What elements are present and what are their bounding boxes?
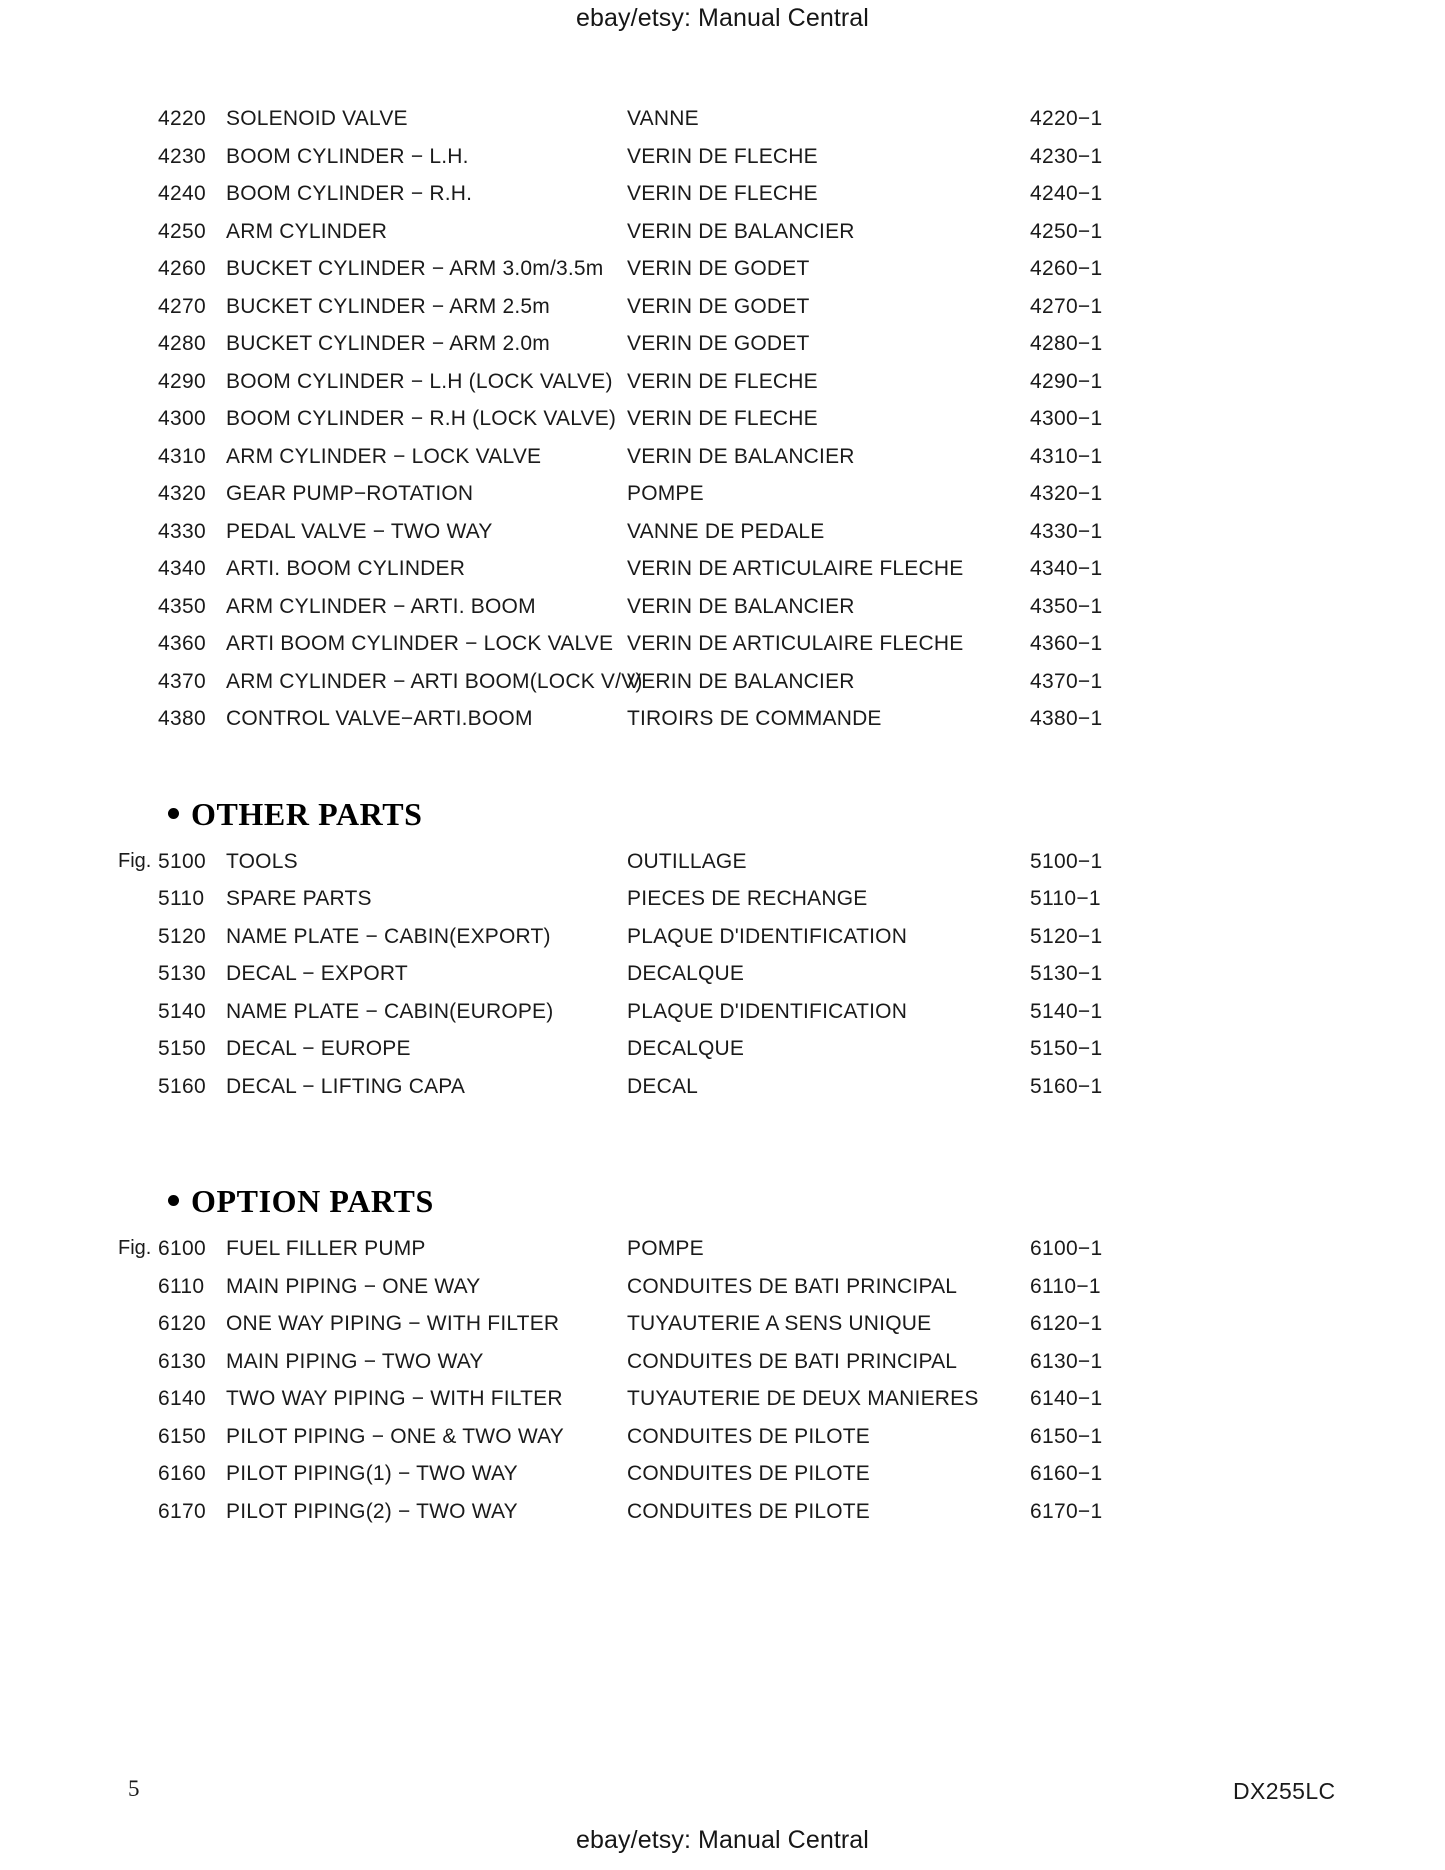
index-row[interactable] (150, 288, 1310, 326)
row-figure-prefix: Fig. (118, 1237, 152, 1259)
section-rows-group (118, 1230, 1310, 1530)
row-description-fr: VERIN DE BALANCIER (627, 594, 855, 618)
row-figure-number: 4220 (158, 107, 206, 130)
row-description-fr: CONDUITES DE PILOTE (627, 1424, 871, 1448)
row-figure-number: 4320 (158, 482, 206, 505)
row-description-fr: PIECES DE RECHANGE (627, 887, 868, 910)
index-row[interactable] (150, 100, 1310, 138)
index-row[interactable] (118, 1230, 1310, 1268)
row-description-en: NAME PLATE − CABIN(EXPORT) (226, 924, 551, 948)
row-description-en: SOLENOID VALVE (226, 107, 408, 130)
index-row[interactable] (150, 400, 1310, 438)
row-description-fr: POMPE (627, 482, 704, 505)
index-row[interactable] (150, 955, 1310, 993)
row-figure-number: 4240 (158, 182, 206, 205)
row-page-reference: 4370−1 (1030, 669, 1103, 693)
row-page-reference: 4300−1 (1030, 407, 1103, 430)
row-page-reference: 4220−1 (1030, 107, 1103, 130)
row-figure-number: 5110 (158, 887, 205, 910)
row-figure-number: 4250 (158, 219, 206, 243)
row-page-reference: 5130−1 (1030, 962, 1103, 985)
parts-index-content (118, 100, 1310, 1530)
row-description-fr: CONDUITES DE PILOTE (627, 1462, 871, 1485)
index-row[interactable] (150, 138, 1310, 176)
model-designation: DX255LC (1233, 1778, 1336, 1804)
row-page-reference: 6110−1 (1030, 1274, 1101, 1298)
row-page-reference: 6100−1 (1030, 1237, 1103, 1260)
row-description-en: ARTI BOOM CYLINDER − LOCK VALVE (226, 632, 614, 655)
row-description-fr: CONDUITES DE BATI PRINCIPAL (627, 1349, 958, 1373)
index-row[interactable] (150, 880, 1310, 918)
index-row[interactable] (150, 550, 1310, 588)
index-row[interactable] (150, 250, 1310, 288)
row-figure-number: 4370 (158, 669, 206, 693)
row-description-fr: CONDUITES DE BATI PRINCIPAL (627, 1274, 958, 1298)
page-number: 5 (128, 1776, 140, 1801)
row-page-reference: 4280−1 (1030, 332, 1103, 355)
row-description-en: MAIN PIPING − TWO WAY (226, 1349, 484, 1373)
row-page-reference: 4320−1 (1030, 482, 1103, 505)
row-description-en: PILOT PIPING − ONE & TWO WAY (226, 1424, 564, 1448)
row-description-en: DECAL − EUROPE (226, 1037, 411, 1060)
row-description-fr: VERIN DE ARTICULAIRE FLECHE (627, 632, 964, 655)
row-description-fr: VERIN DE FLECHE (627, 407, 818, 430)
row-figure-number: 6110 (158, 1274, 205, 1298)
section-heading-label: OTHER PARTS (191, 795, 423, 832)
row-description-fr: VERIN DE BALANCIER (627, 444, 855, 468)
index-row[interactable] (150, 663, 1310, 701)
row-description-fr: TUYAUTERIE A SENS UNIQUE (627, 1312, 932, 1335)
row-figure-number: 6150 (158, 1424, 206, 1448)
index-row[interactable] (150, 513, 1310, 551)
row-figure-number: 4280 (158, 332, 206, 355)
row-figure-number: 4350 (158, 594, 206, 618)
row-page-reference: 5150−1 (1030, 1037, 1103, 1060)
index-row[interactable] (150, 1268, 1310, 1306)
index-row[interactable] (150, 325, 1310, 363)
row-description-en: ARM CYLINDER − ARTI. BOOM (226, 594, 536, 618)
index-row[interactable] (150, 213, 1310, 251)
row-description-en: ARM CYLINDER − LOCK VALVE (226, 444, 542, 468)
row-description-en: BOOM CYLINDER − R.H (LOCK VALVE) (226, 407, 617, 430)
row-page-reference: 5100−1 (1030, 849, 1103, 873)
row-description-en: TOOLS (226, 849, 298, 873)
watermark-footer: ebay/etsy: Manual Central (576, 1826, 869, 1854)
index-row[interactable] (150, 625, 1310, 663)
row-page-reference: 6130−1 (1030, 1349, 1103, 1373)
row-description-fr: TUYAUTERIE DE DEUX MANIERES (627, 1387, 979, 1410)
spacer (150, 1220, 1310, 1230)
row-description-fr: VERIN DE GODET (627, 294, 810, 318)
row-figure-number: 4380 (158, 707, 206, 730)
section-heading-other-parts (150, 796, 1310, 833)
row-description-fr: VERIN DE BALANCIER (627, 669, 855, 693)
row-description-en: FUEL FILLER PUMP (226, 1237, 426, 1260)
row-page-reference: 4360−1 (1030, 632, 1103, 655)
spacer (150, 738, 1310, 796)
index-row[interactable] (150, 588, 1310, 626)
row-figure-number: 6140 (158, 1387, 206, 1410)
index-row[interactable] (150, 1068, 1310, 1106)
row-description-en: BUCKET CYLINDER − ARM 3.0m/3.5m (226, 257, 604, 280)
index-row[interactable] (150, 993, 1310, 1031)
row-figure-number: 6100 (158, 1237, 206, 1260)
row-description-en: ONE WAY PIPING − WITH FILTER (226, 1312, 560, 1335)
row-page-reference: 5140−1 (1030, 999, 1103, 1023)
row-figure-number: 6170 (158, 1499, 206, 1523)
row-description-fr: POMPE (627, 1237, 704, 1260)
row-page-reference: 4340−1 (1030, 557, 1103, 580)
row-description-en: NAME PLATE − CABIN(EUROPE) (226, 999, 554, 1023)
row-description-fr: VERIN DE GODET (627, 332, 810, 355)
index-row[interactable] (118, 843, 1310, 881)
row-figure-number: 5140 (158, 999, 206, 1023)
row-figure-number: 4300 (158, 407, 206, 430)
index-row[interactable] (150, 1305, 1310, 1343)
row-figure-number: 5100 (158, 849, 206, 873)
index-row[interactable] (150, 175, 1310, 213)
row-page-reference: 5120−1 (1030, 924, 1103, 948)
row-description-en: PILOT PIPING(1) − TWO WAY (226, 1462, 518, 1485)
row-page-reference: 4350−1 (1030, 594, 1103, 618)
row-page-reference: 6120−1 (1030, 1312, 1103, 1335)
row-description-fr: VANNE (627, 107, 699, 130)
row-description-fr: OUTILLAGE (627, 849, 747, 873)
row-page-reference: 4230−1 (1030, 144, 1103, 168)
row-page-reference: 5160−1 (1030, 1074, 1103, 1098)
row-description-fr: VERIN DE FLECHE (627, 369, 818, 393)
section-rows-group (150, 100, 1310, 738)
row-page-reference: 4310−1 (1030, 444, 1103, 468)
row-page-reference: 4330−1 (1030, 519, 1103, 543)
bullet-icon (168, 1195, 179, 1206)
section-heading-label: OPTION PARTS (191, 1183, 434, 1219)
row-figure-number: 6120 (158, 1312, 206, 1335)
row-description-en: ARM CYLINDER − ARTI BOOM(LOCK V/V) (226, 669, 643, 693)
index-row[interactable] (150, 1380, 1310, 1418)
spacer (150, 1105, 1310, 1183)
row-description-fr: TIROIRS DE COMMANDE (627, 707, 882, 730)
row-description-fr: VERIN DE GODET (627, 257, 810, 280)
index-row[interactable] (150, 1030, 1310, 1068)
row-description-en: BOOM CYLINDER − R.H. (226, 182, 473, 205)
row-page-reference: 4270−1 (1030, 294, 1103, 318)
row-figure-number: 5160 (158, 1074, 206, 1098)
row-page-reference: 4380−1 (1030, 707, 1103, 730)
row-description-en: GEAR PUMP−ROTATION (226, 482, 474, 505)
index-row[interactable] (150, 1493, 1310, 1531)
row-page-reference: 4290−1 (1030, 369, 1103, 393)
row-figure-number: 4330 (158, 519, 206, 543)
section-rows-group (118, 843, 1310, 1106)
row-description-en: MAIN PIPING − ONE WAY (226, 1274, 481, 1298)
row-description-fr: VERIN DE ARTICULAIRE FLECHE (627, 557, 964, 580)
row-page-reference: 6160−1 (1030, 1462, 1103, 1485)
row-description-fr: PLAQUE D'IDENTIFICATION (627, 924, 908, 948)
row-description-en: PEDAL VALVE − TWO WAY (226, 519, 493, 543)
row-figure-number: 6160 (158, 1462, 206, 1485)
index-row[interactable] (150, 438, 1310, 476)
row-description-fr: VERIN DE FLECHE (627, 182, 818, 205)
row-description-en: PILOT PIPING(2) − TWO WAY (226, 1499, 518, 1523)
row-figure-number: 4270 (158, 294, 206, 318)
row-figure-number: 6130 (158, 1349, 206, 1373)
row-description-en: BUCKET CYLINDER − ARM 2.0m (226, 332, 550, 355)
row-description-en: TWO WAY PIPING − WITH FILTER (226, 1387, 563, 1410)
row-description-fr: VANNE DE PEDALE (627, 519, 825, 543)
row-description-fr: CONDUITES DE PILOTE (627, 1499, 871, 1523)
row-description-en: CONTROL VALVE−ARTI.BOOM (226, 707, 533, 730)
row-description-fr: VERIN DE BALANCIER (627, 219, 855, 243)
row-page-reference: 4250−1 (1030, 219, 1103, 243)
row-description-fr: DECAL (627, 1074, 699, 1098)
watermark-header: ebay/etsy: Manual Central (576, 4, 869, 32)
spacer (150, 833, 1310, 843)
index-row[interactable] (150, 700, 1310, 738)
section-heading-option-parts (150, 1183, 1310, 1220)
index-row[interactable] (150, 1455, 1310, 1493)
row-description-fr: PLAQUE D'IDENTIFICATION (627, 999, 908, 1023)
row-page-reference: 6140−1 (1030, 1387, 1103, 1410)
row-description-fr: VERIN DE FLECHE (627, 144, 818, 168)
row-description-en: BOOM CYLINDER − L.H (LOCK VALVE) (226, 369, 613, 393)
row-description-en: DECAL − LIFTING CAPA (226, 1074, 466, 1098)
row-figure-number: 5150 (158, 1037, 206, 1060)
index-row[interactable] (150, 363, 1310, 401)
row-page-reference: 4240−1 (1030, 182, 1103, 205)
row-description-fr: DECALQUE (627, 962, 745, 985)
row-page-reference: 6170−1 (1030, 1499, 1103, 1523)
row-page-reference: 6150−1 (1030, 1424, 1103, 1448)
index-row[interactable] (150, 918, 1310, 956)
row-page-reference: 4260−1 (1030, 257, 1103, 280)
row-figure-number: 5120 (158, 924, 206, 948)
row-figure-number: 5130 (158, 962, 206, 985)
row-description-en: ARM CYLINDER (226, 219, 388, 243)
row-figure-number: 4310 (158, 444, 206, 468)
row-figure-number: 4230 (158, 144, 206, 168)
index-row[interactable] (150, 1343, 1310, 1381)
index-row[interactable] (150, 475, 1310, 513)
index-row[interactable] (150, 1418, 1310, 1456)
row-figure-number: 4290 (158, 369, 206, 393)
row-description-en: SPARE PARTS (226, 887, 372, 910)
row-description-en: BUCKET CYLINDER − ARM 2.5m (226, 294, 550, 318)
bullet-icon (168, 808, 179, 819)
row-figure-prefix: Fig. (118, 849, 152, 872)
row-page-reference: 5110−1 (1030, 887, 1101, 910)
row-figure-number: 4340 (158, 557, 206, 580)
row-figure-number: 4360 (158, 632, 206, 655)
row-description-fr: DECALQUE (627, 1037, 745, 1060)
row-figure-number: 4260 (158, 257, 206, 280)
row-description-en: DECAL − EXPORT (226, 962, 408, 985)
row-description-en: ARTI. BOOM CYLINDER (226, 557, 466, 580)
row-description-en: BOOM CYLINDER − L.H. (226, 144, 469, 168)
